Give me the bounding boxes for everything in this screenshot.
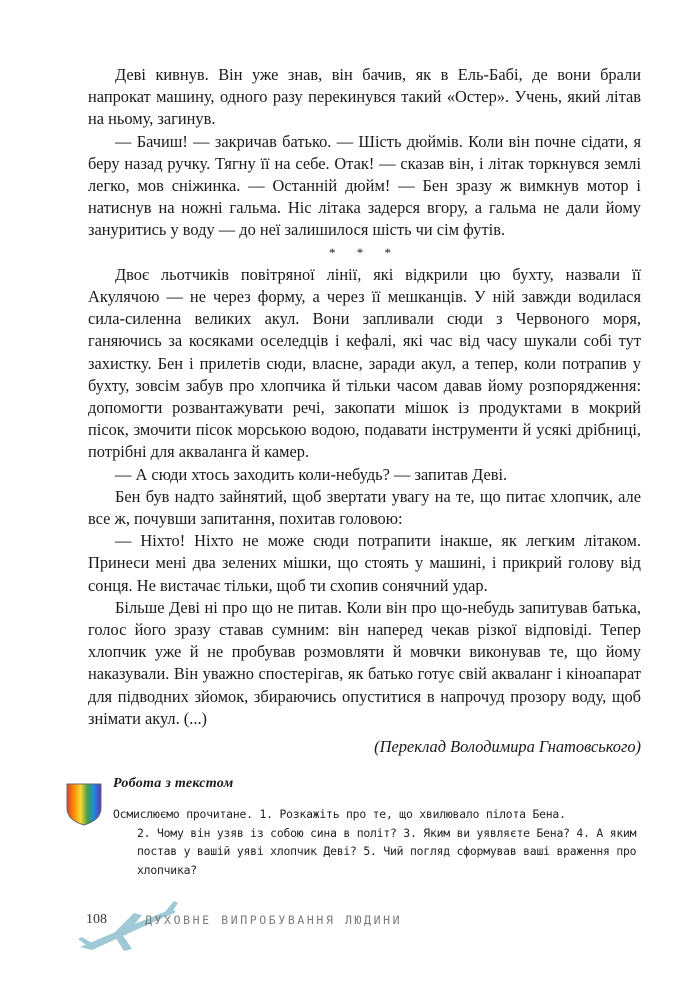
- rainbow-shield-icon: [66, 782, 102, 826]
- story-paragraph: Двоє льотчиків повітряної лінії, які відкрили цю бухту, назвали її Акулячою — не через форму, а через її мешканців. У ній завжди водилася сила-силенна великих акул. Вони запливали сюди з Червоного моря, ганяючись за косяками оселедців і кефалі, які час від часу шукали собі тут захистку. Бен і прилетів сюди, власне, заради акул, а тепер, коли потрапив у бухту, зовсім забув про хлопчика й тільки часом давав йому розпорядження: допомогти розвантажувати речі, закопати мішок із продуктами в мокрий пісок, змочити пісок морською водою, подавати інструменти й усякі дрібниці, потрібні для акваланга й камер.: [88, 264, 641, 462]
- story-paragraph: — А сюди хтось заходить коли-небудь? — запитав Деві.: [115, 464, 508, 484]
- story-paragraph: Бен був надто зайнятий, щоб звертати увагу на те, що питає хлопчик, але все ж, почувши запитання, похитав головою:: [88, 486, 641, 529]
- story-text: [88, 64, 641, 758]
- page-number: 108: [86, 912, 107, 927]
- story-paragraph: — Бачиш! — закричав батько. — Шість дюймів. Коли він почне сідати, я беру назад ручку. Тягну її на себе. Отак! — сказав він, і літак торкнувся землі легко, мов сніжинка. — Останній дюйм! — Бен зразу ж вимкнув мотор і натиснув на ножні гальма. Ніс літака задерся вгору, а гальма не дали йому зануритись у воду — до неї залишилося шість чи сім футів.: [88, 131, 641, 240]
- task-question-list: 2. Чому він узяв із собою сина в політ? 3. Яким ви уявляєте Бена? 4. А яким постав у вашій уяві хлопчик Деві? 5. Чий погляд сформував ваші враження про хлопчика?: [137, 825, 637, 877]
- section-separator: * * *: [329, 244, 400, 260]
- task-title: Робота з текстом: [113, 776, 234, 791]
- task-questions: [113, 805, 639, 879]
- translation-credit: (Переклад Володимира Гнатовського): [374, 737, 641, 757]
- task-lead: Осмислюємо прочитане. 1. Розкажіть про те, що хвилювало пілота Бена.: [113, 807, 566, 821]
- story-paragraph: Деві кивнув. Він уже знав, він бачив, як в Ель-Бабі, де вони брали напрокат машину, одного разу перекинувся такий «Остер». Учень, який літав на ньому, загинув.: [88, 65, 641, 129]
- page-footer: [0, 895, 700, 975]
- running-title: ДУХОВНЕ ВИПРОБУВАННЯ ЛЮДИНИ: [145, 913, 403, 927]
- story-paragraph: Більше Деві ні про що не питав. Коли він про що-небудь запитував батька, голос його зразу ставав сумним: він наперед чекав різкої відповіді. Тепер хлопчик уже й не пробував розмовляти й мовчки виконував те, що йому наказували. Він уважно спостерігав, як батько готує свій акваланг і кіноапарат для підводних зйомок, збираючись опуститися в напрочуд прозору воду, щоб знімати акул. (...): [88, 597, 641, 728]
- story-paragraph: — Ніхто! Ніхто не може сюди потрапити інакше, як легким літаком. Принеси мені два зелених мішки, що стоять у машині, і прикрий голову від сонця. Не вистачає тільки, щоб ти схопив сонячний удар.: [88, 531, 641, 595]
